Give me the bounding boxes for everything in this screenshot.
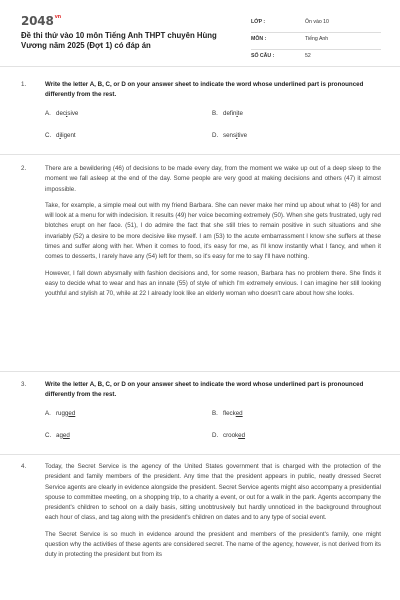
meta-row-subject <box>251 33 381 50</box>
meta-value: Tiếng Anh <box>305 36 329 42</box>
meta-value: 52 <box>305 53 311 59</box>
question-number: 2. <box>21 165 27 172</box>
question-number: 4. <box>21 463 27 470</box>
question-number: 1. <box>21 81 27 88</box>
question-4 <box>21 462 381 567</box>
question-prompt: Write the letter A, B, C, or D on your answer sheet to indicate the word whose underlined part is pronounced differently from the rest. <box>45 81 364 99</box>
meta-value: Ôn vào 10 <box>305 19 329 25</box>
question-number: 3. <box>21 381 27 388</box>
meta-row-class <box>251 16 381 33</box>
option-c[interactable]: C. aged <box>45 431 70 439</box>
question-divider <box>0 454 400 455</box>
option-b[interactable]: B. definite <box>212 109 243 117</box>
option-c[interactable]: C. diligent <box>45 131 76 139</box>
meta-table <box>251 16 381 66</box>
question-prompt: Write the letter A, B, C, or D on your answer sheet to indicate the word whose underlined part is pronounced differently from the rest. <box>45 381 364 399</box>
question-divider <box>0 154 400 155</box>
option-b[interactable]: B. flecked <box>212 409 243 417</box>
option-d[interactable]: D. sensitive <box>212 131 248 139</box>
option-d[interactable]: D. crooked <box>212 431 246 439</box>
answer-options <box>45 407 381 447</box>
passage-paragraph: The Secret Service is so much in evidence around the president and members of the president's family, one might question why the activities of these agents are considered secret. The name of the agency, however, is not derived from its duty in protecting the president but from its <box>45 530 381 559</box>
header-divider <box>0 66 400 67</box>
passage-paragraph: Today, the Secret Service is the agency of the United States government that is charged with the protection of the president and family members of the president. Any time that the president appears in public, neatly dressed Secret Service agents are clearly in evidence alongside the president. Secret Service agents might also accompany a presidential spouse to committee meeting, on a shopping trip, to a charity a event, or out for a walk in the park. Agents accompany the president's children to school on a daily basis, sitting unobtrusively but hardly unnoticed in the background throughout each hour of class, and tag along with the president's children on dates and to any type of social event. <box>45 463 381 522</box>
meta-label: LỚP : <box>251 19 266 25</box>
question-3 <box>21 380 381 447</box>
question-divider <box>0 371 400 372</box>
meta-label: MÔN : <box>251 36 267 42</box>
option-a[interactable]: A. rugged <box>45 409 76 417</box>
question-2 <box>21 164 381 306</box>
passage-paragraph: There are a bewildering (46) of decisions to be made every day, from the moment we wake up out of a deep sleep to the moment we fall asleep at the end of the day. Some people are very good at making decisions and others (47) it almost impossible. <box>45 165 381 193</box>
question-1 <box>21 80 381 147</box>
passage-paragraph: However, I fall down abysmally with fashion decisions and, for some reason, Barbara has no problem there. She finds it easy to decide what to wear and has an innate (55) of style of which I'm extremely envious. I can imagine her still looking youthful and stylish at 70, while at 22 I already look like an elderly woman who doesn't care about how she looks. <box>45 269 381 298</box>
passage-paragraph: Take, for example, a simple meal out with my friend Barbara. She can never make her mind up about what to (48) for and will look at a menu for with indecision. It results (49) her voice becoming extremely (50). When she gets frustrated, ugly red blotches erupt on her face. (51), I do admire the fact that she still tries to remain positive in such situations and she invariably (52) a desire to be more decisive like myself. I am (53) to the acute embarrassment I know she suffers at these times and suffer along with her. When it comes to food, it's easy for me, as I'll know instantly what I fancy, and when it comes to desserts, I rarely have any (54) left for them, so it's easy for me to say I'll have nothing. <box>45 201 381 261</box>
answer-options <box>45 107 381 147</box>
meta-row-count <box>251 50 381 66</box>
site-logo[interactable]: $2048^{vn}$ <box>21 14 62 28</box>
option-a[interactable]: A. decisive <box>45 109 79 117</box>
meta-label: SỐ CÂU : <box>251 53 275 59</box>
page-header <box>21 14 381 66</box>
document-title: Đề thi thử vào 10 môn Tiếng Anh THPT chuyên Hùng Vương năm 2025 (Đợt 1) có đáp án <box>21 31 217 50</box>
